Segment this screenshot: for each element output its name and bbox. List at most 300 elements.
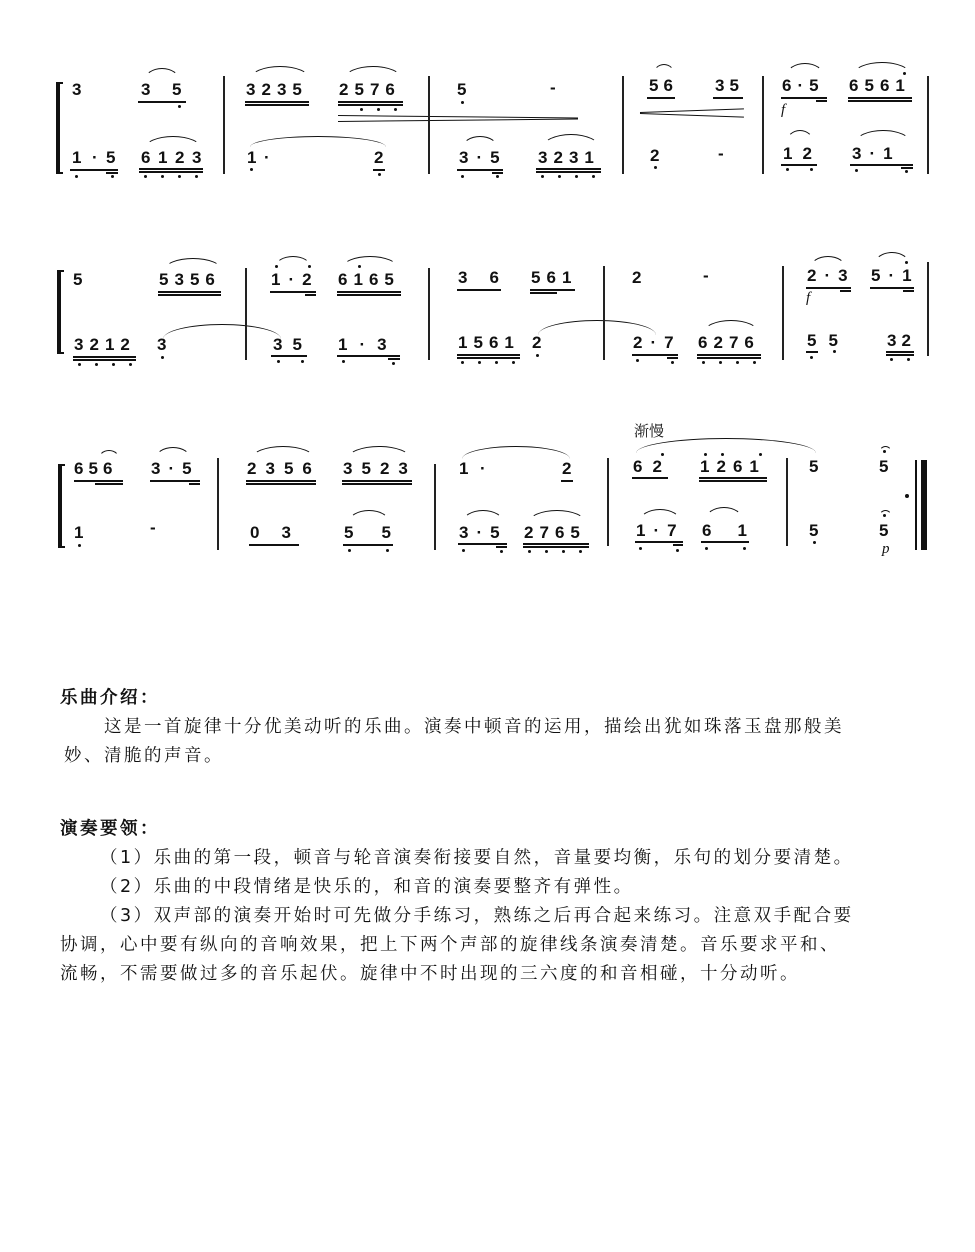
slur (344, 66, 402, 79)
note: 2 (120, 335, 130, 354)
note: 5 (457, 80, 467, 99)
note: 5 (283, 459, 294, 478)
beam (635, 541, 683, 543)
note-group (74, 459, 112, 479)
beam (697, 357, 761, 359)
note: 5 (361, 459, 371, 478)
note: 2 (175, 148, 185, 167)
octave-dot (161, 175, 164, 178)
note: 0 (250, 523, 260, 542)
beam (338, 101, 403, 103)
octave-dot (461, 361, 464, 364)
octave-dot (558, 175, 561, 178)
note-group (700, 457, 759, 477)
note: 3 (141, 80, 151, 99)
octave-dot (907, 358, 910, 361)
note-group (538, 148, 594, 168)
octave-dot (810, 356, 813, 359)
slur (155, 447, 191, 459)
note: 2 (716, 457, 726, 476)
beam (848, 97, 912, 99)
technique-section (60, 815, 930, 989)
octave-dot (753, 361, 756, 364)
note-group (458, 268, 499, 288)
note-group (246, 80, 302, 100)
beam (903, 290, 914, 292)
octave-dot (736, 361, 739, 364)
note: 3 (377, 335, 387, 354)
note: 1 (636, 521, 646, 540)
note: 6 (205, 270, 215, 289)
slur (144, 68, 180, 81)
note: 6 (489, 268, 499, 287)
technique-item-3-cont-2: 流畅，不需要做过多的音乐起伏。旋律中不时出现的三六度的和音相碰，十分动听。 (60, 964, 800, 984)
octave-dot (378, 173, 381, 176)
note: 5 (828, 331, 838, 350)
beam (673, 544, 683, 546)
barline (428, 268, 430, 360)
note: 5 (292, 335, 302, 354)
note: · (264, 148, 270, 167)
note: · (869, 144, 876, 163)
beam (667, 357, 678, 359)
octave-dot (810, 168, 813, 171)
note: 3 (273, 335, 283, 354)
note: 3 (192, 148, 202, 167)
slur (703, 320, 759, 333)
tie (462, 446, 570, 459)
note: · (888, 266, 895, 285)
octave-dot (562, 550, 565, 553)
system-bracket (56, 82, 60, 174)
octave-dot (500, 550, 503, 553)
slur (855, 130, 911, 143)
note: 5 (159, 270, 169, 289)
note: 3 (459, 523, 469, 542)
note: 1 (902, 266, 912, 285)
note-group (698, 333, 754, 353)
note: 3 (281, 523, 291, 542)
beam (840, 290, 851, 292)
beam (245, 101, 309, 103)
beam (458, 543, 507, 545)
note-group (633, 333, 674, 353)
beam (337, 291, 401, 293)
note: 6 (633, 457, 643, 476)
note: 5 (88, 459, 98, 478)
note: 1 (247, 148, 257, 167)
tempo-mark-ritardando: 渐慢 (634, 423, 665, 440)
beam (150, 480, 200, 482)
note: 6 (732, 457, 743, 476)
octave-dot (512, 361, 515, 364)
barline (607, 458, 609, 546)
slur (810, 256, 846, 268)
octave-dot (721, 453, 724, 456)
technique-item-3: （3）双声部的演奏开始时可先做分手练习，熟练之后再合起来练习。注意双手配合要 (100, 906, 854, 926)
final-barline-thick (921, 460, 927, 550)
octave-dot (75, 175, 78, 178)
note-group (807, 266, 848, 286)
note: 1 (458, 333, 468, 352)
note: · (92, 148, 98, 167)
technique-item-2: （2）乐曲的中段情绪是快乐的，和音的演奏要整齐有弹性。 (100, 877, 634, 897)
beam (342, 483, 412, 485)
octave-dot (575, 175, 578, 178)
note: 6 (702, 521, 712, 540)
beam (70, 169, 118, 171)
beam (901, 167, 913, 169)
octave-dot (495, 361, 498, 364)
note-group (458, 333, 514, 353)
note-group (250, 523, 291, 543)
beam (343, 544, 393, 546)
note: - (703, 266, 709, 285)
note: 5 (570, 523, 580, 542)
slur (251, 446, 315, 459)
note: 2 (802, 144, 812, 163)
note-group (459, 148, 500, 168)
note-group (636, 521, 677, 541)
note: 2 (339, 80, 349, 99)
note-group (344, 523, 391, 543)
tie (250, 136, 386, 147)
note: 5 (871, 266, 881, 285)
note: 3 (174, 270, 184, 289)
octave-dot (195, 175, 198, 178)
octave-dot (360, 108, 363, 111)
note: 6 (698, 333, 708, 352)
note: 3 (838, 266, 848, 285)
note: 2 (901, 331, 911, 350)
octave-dot (786, 168, 789, 171)
barline (927, 262, 929, 356)
crescendo-hairpin (640, 113, 744, 118)
slur (786, 130, 814, 143)
note: · (359, 335, 366, 354)
beam (523, 546, 589, 548)
note: 2 (379, 459, 390, 478)
octave-dot (95, 363, 98, 366)
octave-dot (161, 356, 164, 359)
note: 2 (247, 459, 257, 478)
note: 5 (531, 268, 541, 287)
slur (144, 136, 202, 149)
note: 3 (276, 80, 287, 99)
note: 5 (809, 521, 819, 540)
barline (762, 76, 764, 174)
note: 1 (584, 148, 594, 167)
note-group (852, 144, 893, 164)
note: 2 (652, 457, 662, 476)
octave-dot (348, 549, 351, 552)
octave-dot (250, 168, 253, 171)
note: 5 (807, 331, 817, 350)
beam (158, 294, 221, 296)
beam (699, 480, 767, 482)
note-group (247, 459, 312, 479)
slur (462, 136, 498, 148)
beam (536, 168, 601, 170)
barline (603, 266, 605, 360)
repeat-dot (905, 494, 909, 498)
note: 6 (385, 80, 395, 99)
note: 5 (879, 521, 889, 540)
barline (434, 464, 436, 550)
octave-dot (661, 453, 664, 456)
note: · (824, 266, 831, 285)
octave-dot (461, 101, 464, 104)
slur (348, 510, 390, 523)
beam (697, 354, 761, 356)
slur (653, 64, 675, 75)
note: 5 (182, 459, 192, 478)
beam (138, 101, 186, 103)
note: 5 (729, 76, 739, 95)
note: 5 (344, 523, 354, 542)
beam (870, 287, 914, 289)
beam (388, 358, 400, 360)
note: 7 (539, 523, 549, 542)
note: 5 (490, 148, 500, 167)
note-group (339, 80, 395, 100)
beam (457, 289, 501, 291)
octave-dot (112, 363, 115, 366)
note: 6 (488, 333, 499, 352)
note: - (150, 518, 156, 537)
beam (246, 480, 316, 482)
octave-dot (905, 170, 908, 173)
note: 2 (562, 459, 572, 478)
note-group (338, 335, 387, 355)
beam (342, 480, 412, 482)
note-group (74, 335, 130, 355)
note: 2 (532, 333, 542, 352)
note: · (650, 333, 657, 352)
note: 2 (553, 148, 563, 167)
note: 3 (538, 148, 548, 167)
note: 2 (650, 146, 660, 165)
note: 3 (151, 459, 161, 478)
barline (782, 266, 784, 360)
note: · (476, 523, 483, 542)
note-group (459, 523, 500, 543)
note: 1 (74, 523, 84, 542)
octave-dot (528, 550, 531, 553)
tie (163, 324, 281, 339)
beam (139, 171, 203, 173)
beam (337, 294, 401, 296)
note-group (849, 76, 905, 96)
slur (705, 507, 743, 520)
note: 2 (632, 268, 642, 287)
decrescendo-hairpin (338, 118, 578, 122)
beam (886, 354, 914, 356)
note: 6 (368, 270, 379, 289)
note: 1 (459, 459, 469, 478)
octave-dot (833, 350, 836, 353)
note: 1 (271, 270, 281, 289)
barline (927, 76, 929, 174)
note: 6 (546, 268, 556, 287)
note: 2 (633, 333, 643, 352)
octave-dot (394, 108, 397, 111)
octave-dot (129, 363, 132, 366)
note: · (653, 521, 660, 540)
beam (73, 359, 136, 361)
octave-dot (702, 361, 705, 364)
note-group (715, 76, 739, 96)
barline (428, 76, 430, 174)
beam (249, 544, 299, 546)
note: 1 (700, 457, 710, 476)
beam (886, 351, 914, 353)
octave-dot (78, 544, 81, 547)
note: 1 (504, 333, 514, 352)
octave-dot (592, 175, 595, 178)
slur (342, 256, 398, 268)
note: 5 (879, 457, 889, 476)
octave-dot (78, 363, 81, 366)
technique-item-1: （1）乐曲的第一段，顿音与轮音演奏衔接要自然，音量要均衡，乐句的划分要清楚。 (100, 848, 854, 868)
octave-dot (541, 175, 544, 178)
note: 3 (265, 459, 275, 478)
note-group (524, 523, 580, 543)
beam (457, 357, 520, 359)
beam (305, 294, 316, 296)
note: 6 (141, 148, 151, 167)
note: 3 (72, 80, 82, 99)
note-group (633, 457, 662, 477)
note: 3 (459, 148, 469, 167)
beam (106, 172, 118, 174)
beam (95, 483, 123, 485)
octave-dot (855, 169, 858, 172)
slur (853, 62, 911, 75)
dynamic-forte: f (806, 290, 811, 306)
note: 2 (261, 80, 271, 99)
octave-dot (496, 175, 499, 178)
technique-heading: 演奏要领： (60, 819, 160, 839)
beam (373, 169, 385, 171)
slur (164, 258, 222, 270)
note: 5 (809, 76, 819, 95)
score-system-3 (0, 410, 975, 570)
beam (270, 291, 316, 293)
slur (786, 63, 824, 76)
beam (632, 477, 668, 479)
octave-dot (178, 105, 181, 108)
note: · (476, 148, 483, 167)
beam (457, 169, 503, 171)
note: 2 (807, 266, 817, 285)
beam (530, 292, 557, 294)
note: 3 (157, 335, 167, 354)
beam (337, 355, 400, 357)
beam (158, 291, 221, 293)
note: 1 (783, 144, 793, 163)
barline (245, 268, 247, 360)
beam (699, 477, 767, 479)
note: 7 (369, 80, 380, 99)
slur (528, 510, 586, 523)
barline (622, 76, 624, 174)
note: 2 (302, 270, 312, 289)
octave-dot (890, 358, 893, 361)
barline (786, 458, 788, 546)
note: 1 (561, 268, 572, 287)
beam (246, 483, 316, 485)
note: 3 (246, 80, 256, 99)
note: 5 (490, 523, 500, 542)
note-group (151, 459, 192, 479)
octave-dot (704, 453, 707, 456)
barline (223, 76, 225, 174)
note-group (273, 335, 302, 355)
note: 7 (664, 333, 674, 352)
octave-dot (277, 360, 280, 363)
slur (462, 510, 504, 523)
note: 5 (172, 80, 182, 99)
octave-dot (342, 360, 345, 363)
octave-dot (705, 547, 708, 550)
note: 5 (292, 80, 302, 99)
octave-dot (654, 166, 657, 169)
beam (536, 171, 601, 173)
note: 5 (354, 80, 364, 99)
note: 3 (398, 459, 408, 478)
system-bracket (58, 464, 62, 548)
note-group (807, 331, 838, 351)
note: 7 (667, 521, 677, 540)
octave-dot (636, 359, 639, 362)
note-group (649, 76, 673, 96)
note-group (783, 144, 812, 164)
octave-dot (301, 360, 304, 363)
beam (713, 97, 743, 99)
note: 3 (568, 148, 579, 167)
beam (245, 104, 309, 106)
slur (874, 252, 910, 265)
note: 6 (74, 459, 84, 478)
note: - (718, 144, 724, 163)
note: 6 (663, 76, 673, 95)
beam (492, 172, 503, 174)
note: · (168, 459, 175, 478)
note: 3 (343, 459, 353, 478)
final-barline-thin (915, 460, 917, 550)
note: 3 (715, 76, 725, 95)
barline (217, 458, 219, 550)
note-group (871, 266, 912, 286)
note: 1 (338, 335, 348, 354)
note: 1 (749, 457, 759, 476)
note: 1 (158, 148, 168, 167)
note-group (531, 268, 571, 288)
octave-dot (743, 547, 746, 550)
octave-dot (386, 549, 389, 552)
beam (189, 483, 200, 485)
beam (523, 543, 589, 545)
technique-item-3-cont-1: 协调，心中要有纵向的音响效果，把上下两个声部的旋律线条演奏清楚。音乐要求平和、 (60, 935, 840, 955)
beam (806, 351, 818, 353)
note: 2 (89, 335, 99, 354)
note: · (288, 270, 295, 289)
note: 5 (864, 76, 874, 95)
fermata-dot (883, 450, 886, 453)
beam (806, 287, 851, 289)
beam (457, 354, 520, 356)
